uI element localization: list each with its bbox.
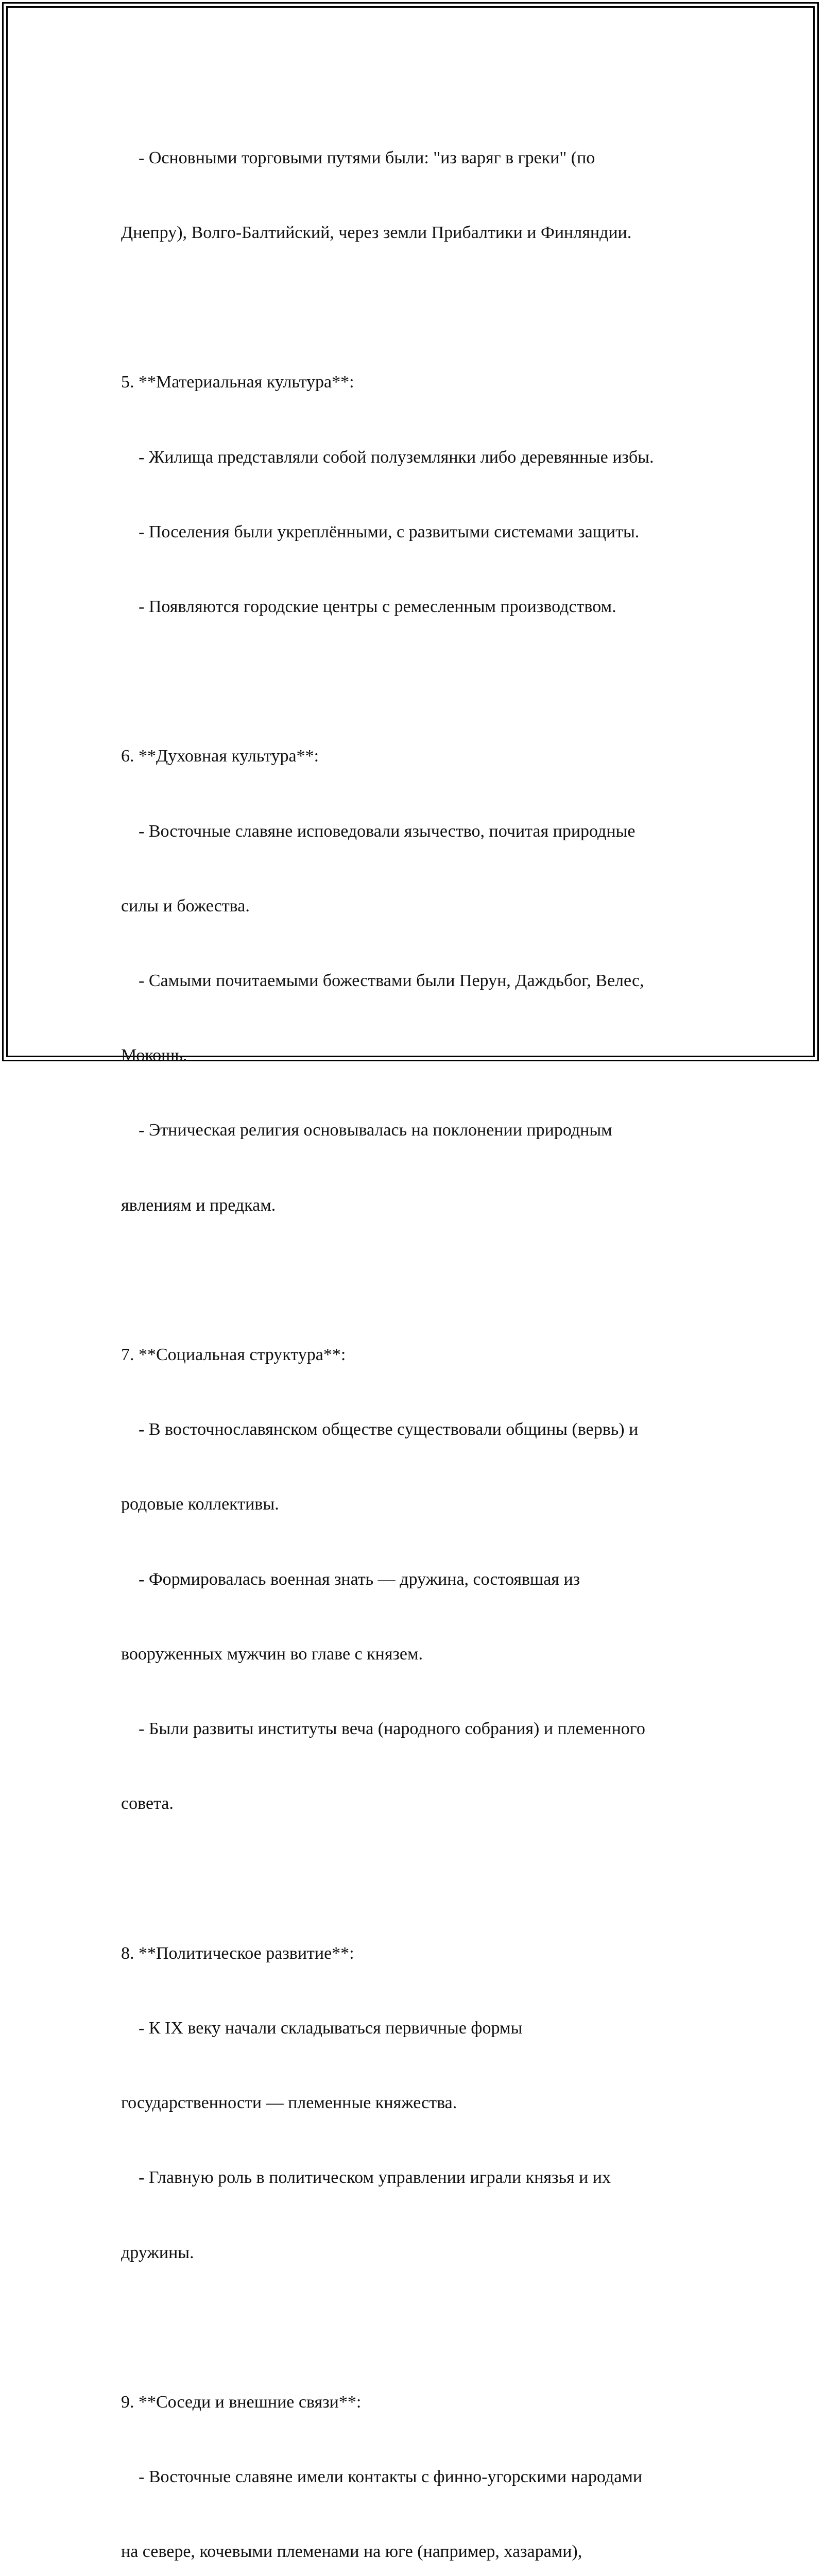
blank-line [121, 295, 729, 320]
text-line: силы и божества. [121, 896, 250, 916]
blank-line [121, 1866, 729, 1891]
section-heading: 9. **Соседи и внешние связи**: [121, 2392, 362, 2412]
text-line: - Жилища представляли собой полуземлянки либо деревянные избы. [121, 447, 654, 467]
section-heading: 5. **Материальная культура**: [121, 372, 354, 392]
section-heading: 8. **Политическое развитие**: [121, 1943, 354, 1963]
text-line: совета. [121, 1794, 174, 1814]
blank-line [121, 2315, 729, 2340]
text-line: - Были развиты институты веча (народного собрания) и племенного [121, 1719, 645, 1739]
text-line: вооруженных мужчин во главе с князем. [121, 1644, 423, 1664]
text-line: - Этническая религия основывалась на поклонении природным [121, 1121, 612, 1140]
text-line: на севере, кочевыми племенами на юге (например, хазарами), [121, 2542, 582, 2562]
text-line: Мокошь. [121, 1046, 187, 1065]
text-line: - Восточные славяне имели контакты с финно-угорскими народами [121, 2467, 643, 2487]
text-line: государственности — племенные княжества. [121, 2093, 457, 2113]
document-body [121, 96, 729, 2576]
text-line: - Главную роль в политическом управлении играли князья и их [121, 2168, 611, 2188]
text-line: - Восточные славяне исповедовали язычество, почитая природные [121, 821, 636, 841]
text-line: - В восточнославянском обществе существовали общины (вервь) и [121, 1420, 639, 1439]
text-line: Днепру), Волго-Балтийский, через земли Прибалтики и Финляндии. [121, 223, 632, 243]
section-heading: 6. **Духовная культура**: [121, 747, 319, 766]
section-heading: 7. **Социальная структура**: [121, 1345, 346, 1365]
text-line: родовые коллективы. [121, 1495, 279, 1514]
text-line: - Поселения были укреплёнными, с развитыми системами защиты. [121, 522, 640, 541]
text-line: - Появляются городские центры с ремесленным производством. [121, 597, 616, 617]
blank-line [121, 1268, 729, 1293]
text-line: - Формировалась военная знать — дружина, состоявшая из [121, 1569, 580, 1589]
text-line: - Самыми почитаемыми божествами были Перун, Даждьбог, Велес, [121, 971, 644, 991]
text-line: - К IX веку начали складываться первичные формы [121, 2018, 523, 2038]
text-line: дружины. [121, 2243, 194, 2262]
text-line: - Основными торговыми путями были: "из варяг в греки" (по [121, 148, 595, 167]
blank-line [121, 669, 729, 694]
text-line: явлениям и предкам. [121, 1195, 276, 1215]
